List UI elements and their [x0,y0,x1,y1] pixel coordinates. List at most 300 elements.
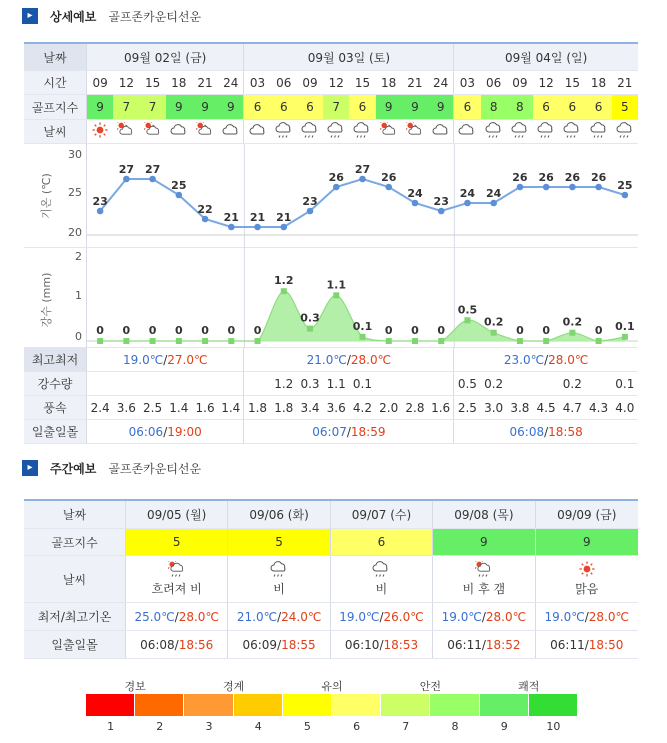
sunrise-time: 06:11 [447,637,482,652]
golf-index-cell: 9 [428,95,454,119]
rain-point [150,338,156,344]
temp-point [543,184,550,191]
rain-point [307,326,313,332]
rain-point [438,338,444,344]
separator: / [584,637,589,652]
min-temp: 19.0℃ [339,609,380,624]
temp-tick-25: 25 [68,186,82,199]
golf-index-cell: 7 [323,95,349,119]
sunrise-time: 06:11 [550,637,585,652]
rain-axis-label: 강수 (mm) [40,272,53,328]
weather-cell [507,120,533,143]
temp-point [385,184,392,191]
legend-level-label: 유의 [321,680,343,693]
rain-data-label: 0 [542,324,550,337]
date-group-1: 09월 03일 (토) [244,44,454,70]
max-temp: 28.0℃ [178,609,219,624]
rain-point [543,338,549,344]
sunset-time: 18:56 [178,637,214,652]
separator: / [346,424,351,439]
rain-point [517,338,523,344]
rain-point [202,338,208,344]
detail-course-name: 골프존카운티선운 [108,9,202,24]
separator: / [277,609,282,624]
temp-data-label: 21 [276,211,292,224]
weather-cell [585,120,611,143]
max-temp: 26.0℃ [383,609,424,624]
rain-tick-1: 1 [75,289,82,302]
rain-point [228,338,234,344]
rain-amount-cell: 0.2 [562,376,582,391]
wind-cell: 2.8 [405,400,425,415]
temp-data-label: 26 [328,171,344,184]
legend-number: 8 [451,720,459,733]
sunset-time: 18:55 [281,637,316,652]
temp-data-label: 27 [144,163,161,176]
weather-cell [166,120,192,143]
rain-data-label: 0 [175,324,183,337]
weekly-date-label: 날짜 [24,501,126,528]
temp-point [254,224,261,231]
cloud-icon [249,122,267,141]
partly-cloudy-icon [380,122,398,141]
rain-amount-cell: 0.1 [615,376,635,391]
time-cell: 06 [485,75,502,90]
temp-point [517,184,524,191]
weekly-sun-row [24,631,638,659]
weather-cell [323,120,349,143]
sun-icon [91,122,109,141]
partly-cloudy-icon [196,122,214,141]
time-row [24,71,638,95]
time-cell: 03 [459,75,476,90]
temp-point [228,224,235,231]
weekly-weather-row [24,556,638,603]
temp-point [412,200,419,207]
rain-data-label: 0.1 [352,319,373,333]
wkSun-cell [433,631,535,658]
wkDates-cell: 09/07 (수) [331,501,433,528]
temp-tick-20: 20 [68,226,82,239]
time-cell: 06 [276,75,292,90]
wkDates-cell: 09/08 (목) [433,501,535,528]
rain-area-chart [87,248,638,348]
min-temp: 21.0℃ [236,609,278,624]
rain-data-label: 0.5 [457,303,478,317]
wkWx-cell [126,556,228,602]
wind-cell: 2.5 [457,400,477,415]
temp-data-label: 25 [617,179,633,192]
legend-number: 10 [546,720,561,733]
time-cell: 24 [218,71,244,94]
legend-swatch [184,694,233,716]
sun-rain-icon [475,561,493,580]
rain-amount-cell: 1.1 [326,376,346,391]
temp-point [464,200,471,207]
cloud-rain-icon [270,561,288,580]
temp-point [307,208,314,215]
weather-cell [533,120,559,143]
rain-amount-row [24,372,638,396]
wkSun-cell [536,631,638,658]
rain-amount-cell [507,372,533,395]
weather-cell [192,120,218,143]
legend-swatch [381,694,430,716]
rain-data-label: 0 [122,324,131,337]
legend-swatch [135,694,184,716]
golf-index-cell: 5 [612,95,638,119]
rain-data-label: 1.1 [326,278,347,292]
legend-number: 4 [254,720,262,733]
rain-point [412,338,418,344]
wind-row [24,396,638,420]
rain-axis-side [24,248,87,347]
rain-data-label: 0 [437,324,446,337]
rain-tick-2: 2 [75,250,82,263]
time-cell: 15 [144,75,161,90]
rain-amount-cell: 0.3 [300,376,320,391]
rain-amount-cell [428,372,454,395]
cloud-icon [170,122,188,141]
time-cell: 15 [564,75,580,90]
temp-point [202,216,209,223]
weekly-temp-row [24,603,638,631]
rain-point [255,338,261,344]
date-row [24,44,638,71]
golf-index-cell: 7 [139,95,165,119]
golf-index-cell: 6 [271,95,297,119]
wkDates-cell: 09/06 (화) [228,501,330,528]
rain-data-label: 0 [253,324,262,337]
wkTemp-cell [228,603,330,630]
rain-data-label: 0.2 [562,315,583,329]
wind-cell: 2.5 [143,400,163,415]
golf-index-cell: 6 [533,95,559,119]
temp-point [149,176,156,183]
weather-cell [402,120,428,143]
cloud-rain-icon [485,122,503,141]
cloud-rain-icon [372,561,390,580]
golf-index-cell: 8 [507,95,533,119]
weather-cell [244,120,270,143]
sun-group-2 [454,420,638,443]
weekly-temp-label: 최저/최고기온 [24,603,126,630]
sunrise-time: 06:08 [509,424,545,439]
wind-cell: 3.0 [484,400,504,415]
legend-level-label: 경계 [222,680,245,693]
separator: / [346,352,351,367]
wind-cell: 4.0 [615,400,635,415]
wkSun-cell [331,631,433,658]
wkWx-cell [433,556,535,602]
wind-cell: 1.8 [247,400,268,415]
rain-chart-row [24,248,638,348]
legend-swatch [480,694,529,716]
wkGolf-cell: 9 [433,529,535,555]
sunset-time: 18:58 [548,424,583,439]
temp-tick-30: 30 [68,148,82,161]
weekly-golf-row [24,529,638,556]
temp-point [490,200,497,207]
temp-point [123,176,130,183]
separator: / [163,424,168,439]
legend-swatch [86,694,135,716]
rain-amount-cell [402,372,428,395]
wind-cell: 1.8 [274,400,294,415]
temperature-axis-label: 기온 (℃) [40,173,53,219]
wkSun-cell [228,631,330,658]
weather-cell [113,120,139,143]
weather-cell [87,120,113,143]
rain-amount-cell [139,372,165,395]
golf-index-cell: 9 [192,95,218,119]
golf-index-cell: 6 [297,95,323,119]
golf-index-cell: 6 [559,95,585,119]
temp-data-label: 25 [171,179,187,192]
legend-number: 6 [353,720,361,733]
wkWx-cell [228,556,330,602]
rain-amount-cell [87,372,113,395]
separator: / [163,352,168,367]
minmax-row [24,348,638,372]
wind-cell: 3.6 [116,400,136,415]
wkTemp-cell [331,603,433,630]
wind-cell: 4.2 [352,400,372,415]
rain-point [360,334,366,340]
sunset-time: 18:50 [588,637,624,652]
legend-number: 1 [107,720,115,733]
time-cell: 15 [354,75,371,90]
golf-index-cell: 6 [585,95,611,119]
rain-point [386,338,392,344]
rain-amount-label: 강수량 [24,372,87,396]
temp-point [622,192,629,199]
minmax-label: 최고최저 [24,348,87,372]
weekly-course-name: 골프존카운티선운 [108,461,202,476]
temperature-axis-side [24,144,87,247]
temp-point [359,176,366,183]
temp-data-label: 21 [223,211,239,224]
wind-cell: 3.8 [510,400,530,415]
weather-cell [271,120,297,143]
time-cell: 18 [590,75,607,90]
sunrise-time: 06:06 [128,424,164,439]
wind-cell: 4.5 [536,400,556,415]
sunrise-sunset-row [24,420,638,444]
wind-cell: 3.4 [300,400,320,415]
min-temp: 19.0℃ [122,352,164,367]
temp-data-label: 22 [197,203,213,216]
legend-number: 9 [500,720,508,733]
golf-index-cell: 6 [454,95,480,119]
legend-swatch [529,694,578,716]
detail-title: 상세예보 [50,9,97,24]
cloud-rain-icon [511,122,529,141]
temp-data-label: 26 [564,171,581,184]
partly-cloudy-icon [117,122,135,141]
golf-index-row [24,95,638,120]
sunset-time: 18:52 [485,637,521,652]
rain-data-label: 0 [594,324,603,337]
separator: / [277,637,282,652]
wind-cell: 4.7 [562,400,582,415]
temp-data-label: 24 [407,187,423,200]
temp-point [595,184,602,191]
temp-data-label: 26 [381,171,397,184]
min-temp: 21.0℃ [306,352,347,367]
weekly-golf-label: 골프지수 [24,529,126,555]
time-cell: 18 [381,75,397,90]
rain-data-label: 0.1 [615,319,635,333]
weather-cell [218,120,244,143]
temp-data-label: 26 [512,171,528,184]
wkTemp-cell [433,603,535,630]
rain-amount-cell [533,372,559,395]
weather-cell [481,120,507,143]
sun-icon [578,561,596,580]
legend-swatch [430,694,479,716]
rain-point [333,292,339,298]
weekly-title: 주간예보 [50,461,97,476]
temp-point [569,184,576,191]
detail-section-header [22,6,201,26]
sunrise-time: 06:09 [242,637,278,652]
legend-level-label: 경보 [124,680,146,693]
rain-amount-cell [376,372,402,395]
rain-amount-cell [113,372,139,395]
wkDates-cell: 09/09 (금) [536,501,638,528]
max-temp: 28.0℃ [548,352,589,367]
cloud-rain-icon [353,122,371,141]
weather-cell [559,120,585,143]
golf-index-cell: 6 [349,95,375,119]
wind-cell: 4.3 [589,400,609,415]
sunrise-time: 06:08 [140,637,175,652]
rain-data-label: 0 [227,324,236,337]
wkGolf-cell: 9 [536,529,638,555]
time-cell: 09 [92,75,108,90]
rain-data-label: 0 [516,324,524,337]
separator: / [174,637,179,652]
golf-index-cell: 7 [113,95,139,119]
cloud-icon [222,122,240,141]
wkTemp-cell [536,603,638,630]
partly-cloudy-icon [406,122,424,141]
separator: / [481,609,486,624]
rain-point [97,338,103,344]
weather-cell [349,120,375,143]
rain-point [176,338,182,344]
wkGolf-cell: 5 [126,529,228,555]
weather-label: 날씨 [24,120,87,144]
sun-group-1 [244,420,454,443]
minmax-group-2 [454,348,638,371]
cloud-rain-icon [327,122,345,141]
sunrise-time: 06:07 [312,424,347,439]
rain-amount-cell [244,372,270,395]
rain-data-label: 0 [411,324,419,337]
weather-description: 흐려져 비 [151,582,202,596]
weather-description: 비 [375,582,388,596]
legend-level-label: 안전 [419,680,442,693]
weather-description: 비 [273,582,285,596]
sunset-time: 18:53 [383,637,419,652]
sunrise-time: 06:10 [344,637,380,652]
rain-amount-cell: 0.2 [484,376,504,391]
weather-description: 맑음 [575,582,599,596]
temperature-line-chart [87,144,638,248]
legend-number: 7 [402,720,410,733]
temp-point [333,184,340,191]
legend-swatch [234,694,283,716]
cloud-icon [458,122,476,141]
rain-amount-cell: 0.5 [457,376,477,391]
wind-cell: 2.4 [90,400,110,415]
temp-data-label: 21 [249,211,266,224]
legend-level-label: 쾌적 [518,680,540,693]
weather-cell [139,120,165,143]
separator: / [544,424,549,439]
golf-index-label: 골프지수 [24,95,87,120]
temp-data-label: 23 [92,195,108,208]
rain-amount-cell [166,372,192,395]
rain-point [491,330,497,336]
weather-cell [612,120,638,143]
legend-number: 5 [303,720,311,733]
time-cell: 12 [328,75,344,90]
wind-cell: 1.4 [218,396,244,419]
temp-point [176,192,183,199]
rain-data-label: 0 [384,324,393,337]
time-cell: 09 [302,75,318,90]
rain-tick-0: 0 [75,330,82,343]
sun-group-0 [87,420,244,443]
rain-point [281,288,287,294]
chevron-right-icon: ▸ [22,460,38,476]
rain-amount-cell: 0.1 [352,376,372,391]
partly-cloudy-icon [144,122,162,141]
rain-amount-cell [585,372,611,395]
time-cell: 09 [512,75,528,90]
time-cell: 24 [428,71,454,94]
legend-number: 2 [156,720,164,733]
rain-amount-cell [218,372,244,395]
time-cell: 12 [118,75,134,90]
separator: / [379,637,384,652]
date-group-2: 09월 04일 (일) [454,44,638,70]
temp-data-label: 27 [354,163,371,176]
golf-index-cell: 9 [218,95,244,119]
wkSun-cell [126,631,228,658]
cloud-rain-icon [616,122,634,141]
rain-amount-cell: 1.2 [274,376,294,391]
max-temp: 27.0℃ [167,352,208,367]
weather-cell [297,120,323,143]
separator: / [174,609,179,624]
rain-point [596,338,602,344]
rain-data-label: 0 [96,324,104,337]
sun-rain-icon [168,561,186,580]
temp-point [438,208,445,215]
wkWx-cell [331,556,433,602]
rain-data-label: 1.2 [274,274,294,288]
date-group-0: 09월 02일 (금) [87,44,244,70]
rain-data-label: 0 [148,324,157,337]
wind-cell: 3.6 [326,400,346,415]
date-label: 날짜 [24,44,87,71]
max-temp: 28.0℃ [485,609,527,624]
legend-number: 3 [205,720,213,733]
